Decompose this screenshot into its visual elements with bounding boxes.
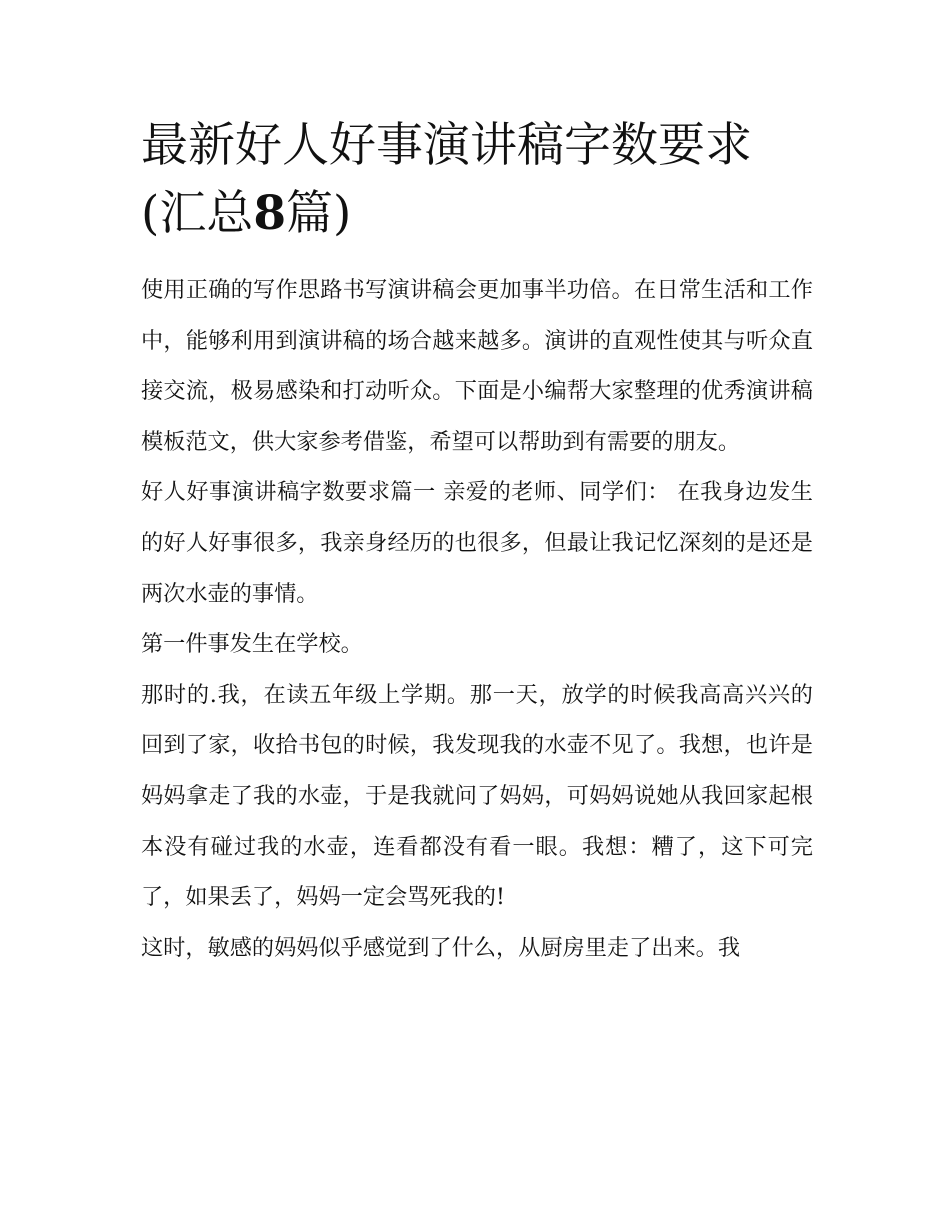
paragraph-section-one: 好人好事演讲稿字数要求篇一 亲爱的老师、同学们： 在我身边发生的好人好事很多，我亲身经历的也很多，但最让我记忆深刻的是还是两次水壶的事情。: [141, 479, 813, 607]
document-page: [141, 112, 813, 973]
paragraph-story: 那时的.我，在读五年级上学期。那一天，放学的时候我高高兴兴的回到了家，收拾书包的时候，我发现我的水壶不见了。我想，也许是妈妈拿走了我的水壶，于是我就问了妈妈，可妈妈说她从我回家起根本没有碰过我的水壶，连看都没有看一眼。我想：糟了，这下可完了，如果丢了，妈妈一定会骂死我的!: [141, 681, 813, 911]
document-body: [141, 265, 813, 973]
paragraph-intro: 使用正确的写作思路书写演讲稿会更加事半功倍。在日常生活和工作中，能够利用到演讲稿的场合越来越多。演讲的直观性使其与听众直接交流，极易感染和打动听众。下面是小编帮大家整理的优秀演讲稿模板范文，供大家参考借鉴，希望可以帮助到有需要的朋友。: [141, 277, 813, 455]
title-number: 8: [253, 186, 287, 241]
title-open: (汇总: [141, 186, 254, 241]
title-line-1: 最新好人好事演讲稿字数要求: [141, 118, 752, 173]
paragraph-first-event: 第一件事发生在学校。: [141, 631, 363, 658]
title-close: 篇): [286, 186, 352, 241]
document-title: [141, 112, 813, 248]
paragraph-continuation: 这时，敏感的妈妈似乎感觉到了什么，从厨房里走了出来。我: [141, 934, 741, 961]
